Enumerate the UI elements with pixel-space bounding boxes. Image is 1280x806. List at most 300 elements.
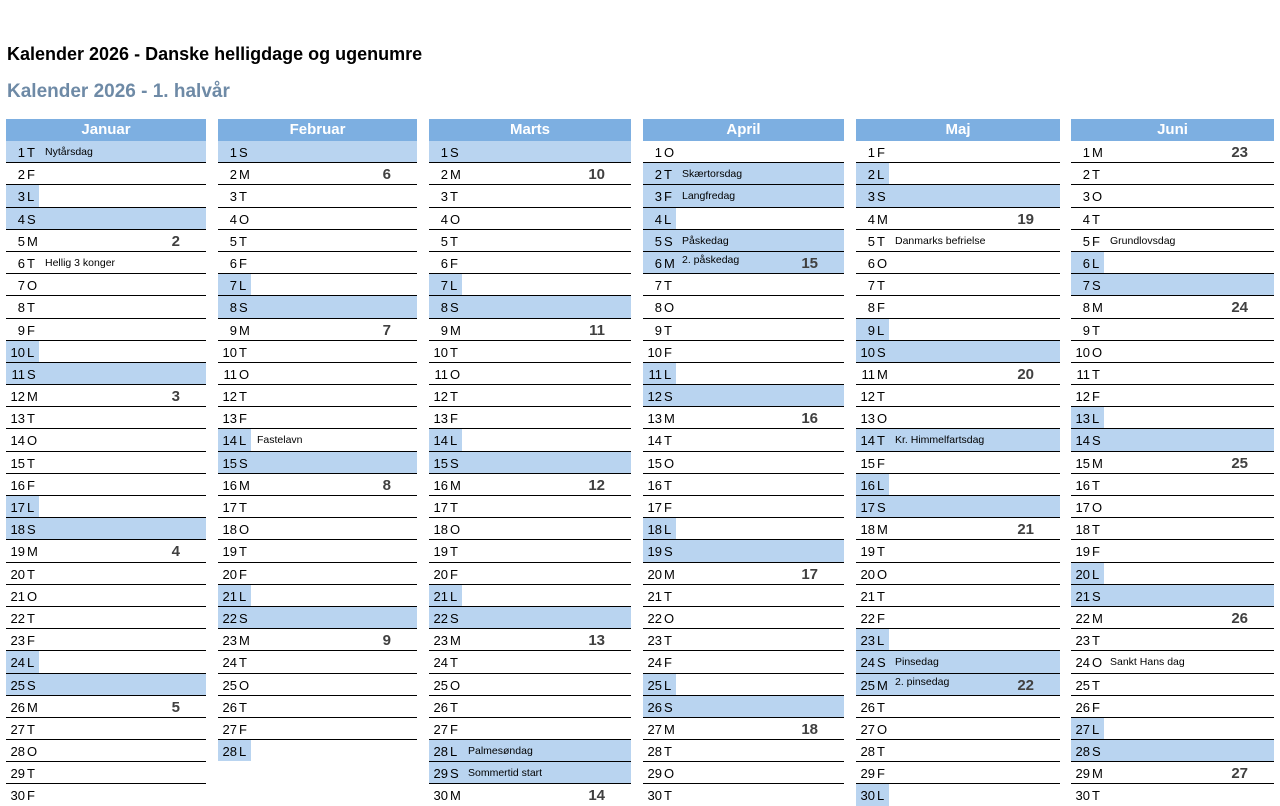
day-row <box>856 363 1060 385</box>
weekday-letter: T <box>450 699 458 715</box>
weekday-letter: L <box>27 500 35 515</box>
day-row <box>1071 674 1274 696</box>
day-row <box>1071 385 1274 407</box>
day-number: 23 <box>860 633 875 649</box>
day-row <box>1071 740 1274 762</box>
day-number: 5 <box>17 233 25 249</box>
day-row <box>6 274 206 296</box>
day-row <box>6 651 206 673</box>
day-row <box>1071 407 1274 429</box>
day-number: 1 <box>229 145 237 160</box>
weekday-letter: O <box>664 300 675 316</box>
day-row <box>429 407 631 429</box>
day-row <box>1071 296 1274 318</box>
day-number: 7 <box>867 278 875 294</box>
weekday-letter: S <box>1092 433 1101 449</box>
day-number: 25 <box>1075 677 1090 693</box>
weekday-letter: F <box>1092 544 1100 560</box>
day-number: 15 <box>647 455 662 471</box>
day-number: 14 <box>10 433 25 449</box>
day-number: 8 <box>1082 300 1090 316</box>
day-number: 10 <box>433 344 448 360</box>
day-number: 29 <box>433 766 448 782</box>
day-row <box>429 696 631 718</box>
weekday-letter: T <box>664 588 672 604</box>
day-number: 21 <box>1075 588 1090 604</box>
day-row <box>218 429 417 451</box>
weekday-letter: T <box>450 344 458 360</box>
day-row <box>429 341 631 363</box>
day-row <box>1071 341 1274 363</box>
day-row <box>218 629 417 651</box>
day-number: 27 <box>10 721 25 737</box>
day-number: 23 <box>433 633 448 649</box>
day-row <box>6 474 206 496</box>
day-row <box>218 208 417 230</box>
day-number: 4 <box>229 211 237 227</box>
day-row <box>643 363 844 385</box>
weekday-letter: F <box>1092 233 1100 249</box>
day-row <box>856 141 1060 163</box>
day-row <box>1071 718 1274 740</box>
weekday-letter: T <box>27 766 35 782</box>
day-row <box>429 762 631 784</box>
weekday-letter: M <box>664 566 675 582</box>
day-row <box>429 230 631 252</box>
weekday-letter: T <box>239 344 247 360</box>
day-number: 4 <box>17 211 25 227</box>
weekday-letter: T <box>27 455 35 471</box>
day-row <box>6 363 206 385</box>
weekday-letter: M <box>239 167 250 183</box>
weekday-letter: S <box>27 677 36 693</box>
week-number: 2 <box>171 232 180 250</box>
day-number: 16 <box>1075 477 1090 493</box>
weekday-letter: L <box>239 588 247 604</box>
day-row <box>856 230 1060 252</box>
day-row <box>429 629 631 651</box>
day-number: 14 <box>860 433 875 449</box>
day-number: 14 <box>433 433 448 449</box>
day-number: 8 <box>17 300 25 316</box>
day-number: 1 <box>1082 145 1090 160</box>
weekday-letter: L <box>450 433 458 449</box>
weekday-letter: L <box>1092 411 1100 427</box>
week-number: 10 <box>588 166 605 184</box>
day-row <box>856 474 1060 496</box>
day-number: 9 <box>229 322 237 338</box>
month-column-januar <box>6 119 206 806</box>
day-number: 2 <box>17 167 25 183</box>
day-row <box>856 385 1060 407</box>
weekday-letter: M <box>664 255 675 271</box>
day-row <box>6 540 206 562</box>
weekday-letter: O <box>1092 189 1103 205</box>
weekday-letter: O <box>877 255 888 271</box>
day-number: 28 <box>10 744 25 760</box>
day-number: 6 <box>654 255 662 271</box>
weekday-letter: T <box>450 544 458 560</box>
day-row <box>6 674 206 696</box>
day-row <box>218 540 417 562</box>
day-row <box>643 185 844 207</box>
weekday-letter: F <box>239 255 247 271</box>
weekday-letter: T <box>1092 366 1100 382</box>
day-row <box>6 296 206 318</box>
day-row <box>6 230 206 252</box>
weekday-letter: S <box>27 522 36 538</box>
day-row <box>856 341 1060 363</box>
weekday-letter: F <box>239 566 247 582</box>
weekday-letter: T <box>27 255 35 271</box>
day-row <box>429 452 631 474</box>
weekday-letter: M <box>1092 766 1103 782</box>
day-number: 5 <box>654 233 662 249</box>
day-row <box>1071 607 1274 629</box>
holiday-name: Nytårsdag <box>45 146 93 158</box>
weekday-letter: F <box>239 411 247 427</box>
weekday-letter: T <box>27 411 35 427</box>
week-number: 8 <box>382 476 391 494</box>
week-number: 22 <box>1017 676 1034 694</box>
week-number: 5 <box>171 698 180 716</box>
holiday-name: 2. påskedag <box>682 253 740 266</box>
weekday-letter: S <box>239 610 248 626</box>
weekday-letter: F <box>27 167 35 183</box>
weekday-letter: F <box>239 721 247 737</box>
day-number: 13 <box>647 411 662 427</box>
day-number: 5 <box>440 233 448 249</box>
weekday-letter: T <box>1092 522 1100 538</box>
day-row <box>218 319 417 341</box>
day-number: 25 <box>10 677 25 693</box>
weekday-letter: L <box>239 744 247 760</box>
weekday-letter: S <box>877 655 886 671</box>
day-row <box>6 607 206 629</box>
day-row <box>429 474 631 496</box>
day-number: 18 <box>860 522 875 538</box>
day-row <box>1071 518 1274 540</box>
day-number: 16 <box>222 477 237 493</box>
week-number: 17 <box>801 565 818 583</box>
day-number: 12 <box>860 389 875 405</box>
holiday-name: Grundlovsdag <box>1110 234 1176 247</box>
weekday-letter: L <box>664 211 672 227</box>
weekday-letter: L <box>877 633 885 649</box>
weekday-letter: F <box>450 255 458 271</box>
week-number: 4 <box>171 543 180 561</box>
day-row <box>856 740 1060 762</box>
day-number: 20 <box>10 566 25 582</box>
weekday-letter: M <box>450 167 461 183</box>
day-number: 24 <box>222 655 237 671</box>
day-number: 8 <box>440 300 448 316</box>
day-number: 26 <box>10 699 25 715</box>
day-number: 4 <box>1082 211 1090 227</box>
day-number: 3 <box>229 189 237 205</box>
page-title: Kalender 2026 - Danske helligdage og ugenumre <box>7 44 423 64</box>
day-number: 11 <box>223 366 237 382</box>
day-number: 2 <box>1082 167 1090 183</box>
weekday-letter: T <box>877 588 885 604</box>
day-row <box>6 518 206 540</box>
weekday-letter: T <box>239 544 247 560</box>
month-column-maj <box>856 119 1060 806</box>
day-row <box>1071 496 1274 518</box>
day-row <box>643 629 844 651</box>
weekday-letter: M <box>1092 610 1103 626</box>
holiday-name: Kr. Himmelfartsdag <box>895 434 985 447</box>
week-number: 11 <box>589 321 605 339</box>
day-row <box>6 141 206 163</box>
day-number: 18 <box>647 522 662 538</box>
weekday-letter: S <box>239 145 248 160</box>
weekday-letter: T <box>1092 477 1100 493</box>
day-number: 8 <box>229 300 237 316</box>
weekday-letter: T <box>877 744 885 760</box>
day-number: 30 <box>1075 788 1090 804</box>
day-number: 27 <box>1075 721 1090 737</box>
weekday-letter: O <box>1092 344 1103 360</box>
day-row <box>856 651 1060 673</box>
weekday-letter: L <box>1092 721 1100 737</box>
day-row <box>1071 208 1274 230</box>
day-number: 18 <box>10 522 25 538</box>
day-number: 12 <box>647 389 662 405</box>
day-row <box>218 696 417 718</box>
day-row <box>218 563 417 585</box>
day-number: 24 <box>860 655 875 671</box>
day-number: 11 <box>648 366 662 382</box>
day-row <box>643 274 844 296</box>
weekday-letter: F <box>27 477 35 493</box>
weekday-letter: T <box>27 566 35 582</box>
day-row <box>643 540 844 562</box>
day-row <box>429 163 631 185</box>
day-row <box>218 651 417 673</box>
day-number: 12 <box>1075 389 1090 405</box>
weekday-letter: S <box>239 300 248 316</box>
weekday-letter: O <box>664 610 675 626</box>
day-row <box>218 496 417 518</box>
day-row <box>429 651 631 673</box>
weekday-letter: T <box>877 278 885 294</box>
day-number: 11 <box>11 366 25 382</box>
weekday-letter: T <box>27 145 35 160</box>
weekday-letter: T <box>877 389 885 405</box>
weekday-letter: M <box>877 211 888 227</box>
day-row <box>6 740 206 762</box>
month-header: April <box>643 119 844 141</box>
day-number: 20 <box>647 566 662 582</box>
weekday-letter: T <box>664 433 672 449</box>
weekday-letter: L <box>877 167 885 183</box>
day-number: 6 <box>440 255 448 271</box>
day-row <box>429 563 631 585</box>
day-row <box>6 784 206 805</box>
day-number: 3 <box>440 189 448 205</box>
weekday-letter: F <box>450 566 458 582</box>
day-number: 29 <box>10 766 25 782</box>
day-row <box>429 429 631 451</box>
day-row <box>1071 274 1274 296</box>
weekday-letter: O <box>239 366 250 382</box>
day-row <box>429 296 631 318</box>
day-row <box>856 585 1060 607</box>
day-row <box>6 629 206 651</box>
day-number: 22 <box>222 610 237 626</box>
day-number: 17 <box>860 500 875 515</box>
day-number: 8 <box>654 300 662 316</box>
weekday-letter: L <box>1092 566 1100 582</box>
day-row <box>643 452 844 474</box>
weekday-letter: L <box>239 433 247 449</box>
day-number: 23 <box>10 633 25 649</box>
weekday-letter: T <box>450 389 458 405</box>
day-row <box>643 252 844 274</box>
weekday-letter: T <box>664 744 672 760</box>
day-row <box>643 674 844 696</box>
week-number: 27 <box>1231 765 1248 783</box>
day-row <box>856 674 1060 696</box>
weekday-letter: L <box>27 189 35 205</box>
weekday-letter: F <box>877 300 885 316</box>
day-number: 18 <box>1075 522 1090 538</box>
day-number: 21 <box>647 588 662 604</box>
day-number: 28 <box>860 744 875 760</box>
day-row <box>218 518 417 540</box>
day-row <box>643 696 844 718</box>
weekday-letter: O <box>664 145 675 160</box>
day-number: 24 <box>647 655 662 671</box>
day-number: 6 <box>17 255 25 271</box>
day-number: 15 <box>433 455 448 471</box>
weekday-letter: O <box>877 411 888 427</box>
holiday-name: Fastelavn <box>257 434 303 447</box>
day-row <box>856 319 1060 341</box>
day-number: 5 <box>229 233 237 249</box>
weekday-letter: S <box>27 211 36 227</box>
day-number: 7 <box>654 278 662 294</box>
day-number: 11 <box>861 366 875 382</box>
day-number: 13 <box>10 411 25 427</box>
day-row <box>1071 585 1274 607</box>
day-row <box>856 452 1060 474</box>
day-row <box>856 784 1060 805</box>
weekday-letter: O <box>450 522 461 538</box>
day-number: 11 <box>1076 366 1090 382</box>
weekday-letter: T <box>239 389 247 405</box>
day-row <box>218 274 417 296</box>
weekday-letter: O <box>1092 500 1103 515</box>
weekday-letter: S <box>877 344 886 360</box>
day-number: 17 <box>10 500 25 515</box>
weekday-letter: F <box>664 500 672 515</box>
day-row <box>643 407 844 429</box>
weekday-letter: L <box>1092 255 1100 271</box>
day-number: 30 <box>433 788 448 804</box>
day-row <box>218 474 417 496</box>
weekday-letter: L <box>239 278 247 294</box>
weekday-letter: S <box>1092 744 1101 760</box>
holiday-name: Sankt Hans dag <box>1110 656 1185 669</box>
day-number: 30 <box>860 788 875 804</box>
day-row <box>1071 452 1274 474</box>
day-row <box>6 319 206 341</box>
day-number: 27 <box>433 721 448 737</box>
day-number: 15 <box>1075 455 1090 471</box>
day-number: 7 <box>440 278 448 294</box>
weekday-letter: T <box>27 300 35 316</box>
day-number: 26 <box>1075 699 1090 715</box>
month-header: Maj <box>856 119 1060 141</box>
day-number: 22 <box>1075 610 1090 626</box>
day-number: 23 <box>222 633 237 649</box>
day-number: 27 <box>860 721 875 737</box>
day-row <box>6 341 206 363</box>
weekday-letter: L <box>27 344 35 360</box>
weekday-letter: M <box>450 788 461 804</box>
day-number: 9 <box>867 322 875 338</box>
day-number: 17 <box>433 500 448 515</box>
day-row <box>6 385 206 407</box>
day-row <box>6 563 206 585</box>
day-row <box>1071 141 1274 163</box>
weekday-letter: F <box>450 411 458 427</box>
day-number: 3 <box>1082 189 1090 205</box>
day-row <box>429 363 631 385</box>
day-row <box>218 230 417 252</box>
day-number: 5 <box>1082 233 1090 249</box>
weekday-letter: S <box>450 145 459 160</box>
day-number: 2 <box>229 167 237 183</box>
weekday-letter: T <box>239 189 247 205</box>
weekday-letter: M <box>877 366 888 382</box>
weekday-letter: O <box>664 455 675 471</box>
day-row <box>429 141 631 163</box>
weekday-letter: S <box>664 389 673 405</box>
day-row <box>643 585 844 607</box>
day-number: 12 <box>222 389 237 405</box>
weekday-letter: F <box>664 344 672 360</box>
weekday-letter: M <box>27 233 38 249</box>
day-number: 26 <box>647 699 662 715</box>
day-row <box>1071 319 1274 341</box>
day-number: 5 <box>867 233 875 249</box>
day-number: 15 <box>222 455 237 471</box>
week-number: 19 <box>1017 210 1034 228</box>
day-number: 25 <box>433 677 448 693</box>
week-number: 23 <box>1231 144 1248 161</box>
week-number: 25 <box>1231 454 1248 472</box>
weekday-letter: O <box>27 433 38 449</box>
day-number: 14 <box>647 433 662 449</box>
day-row <box>643 230 844 252</box>
weekday-letter: S <box>450 300 459 316</box>
day-row <box>643 208 844 230</box>
week-number: 24 <box>1231 299 1248 317</box>
day-row <box>643 385 844 407</box>
week-number: 20 <box>1017 365 1034 383</box>
month-header: Juni <box>1071 119 1274 141</box>
day-row <box>1071 784 1274 805</box>
weekday-letter: F <box>877 455 885 471</box>
day-row <box>6 185 206 207</box>
day-row <box>6 696 206 718</box>
weekday-letter: T <box>239 655 247 671</box>
weekday-letter: S <box>450 455 459 471</box>
day-number: 25 <box>647 677 662 693</box>
